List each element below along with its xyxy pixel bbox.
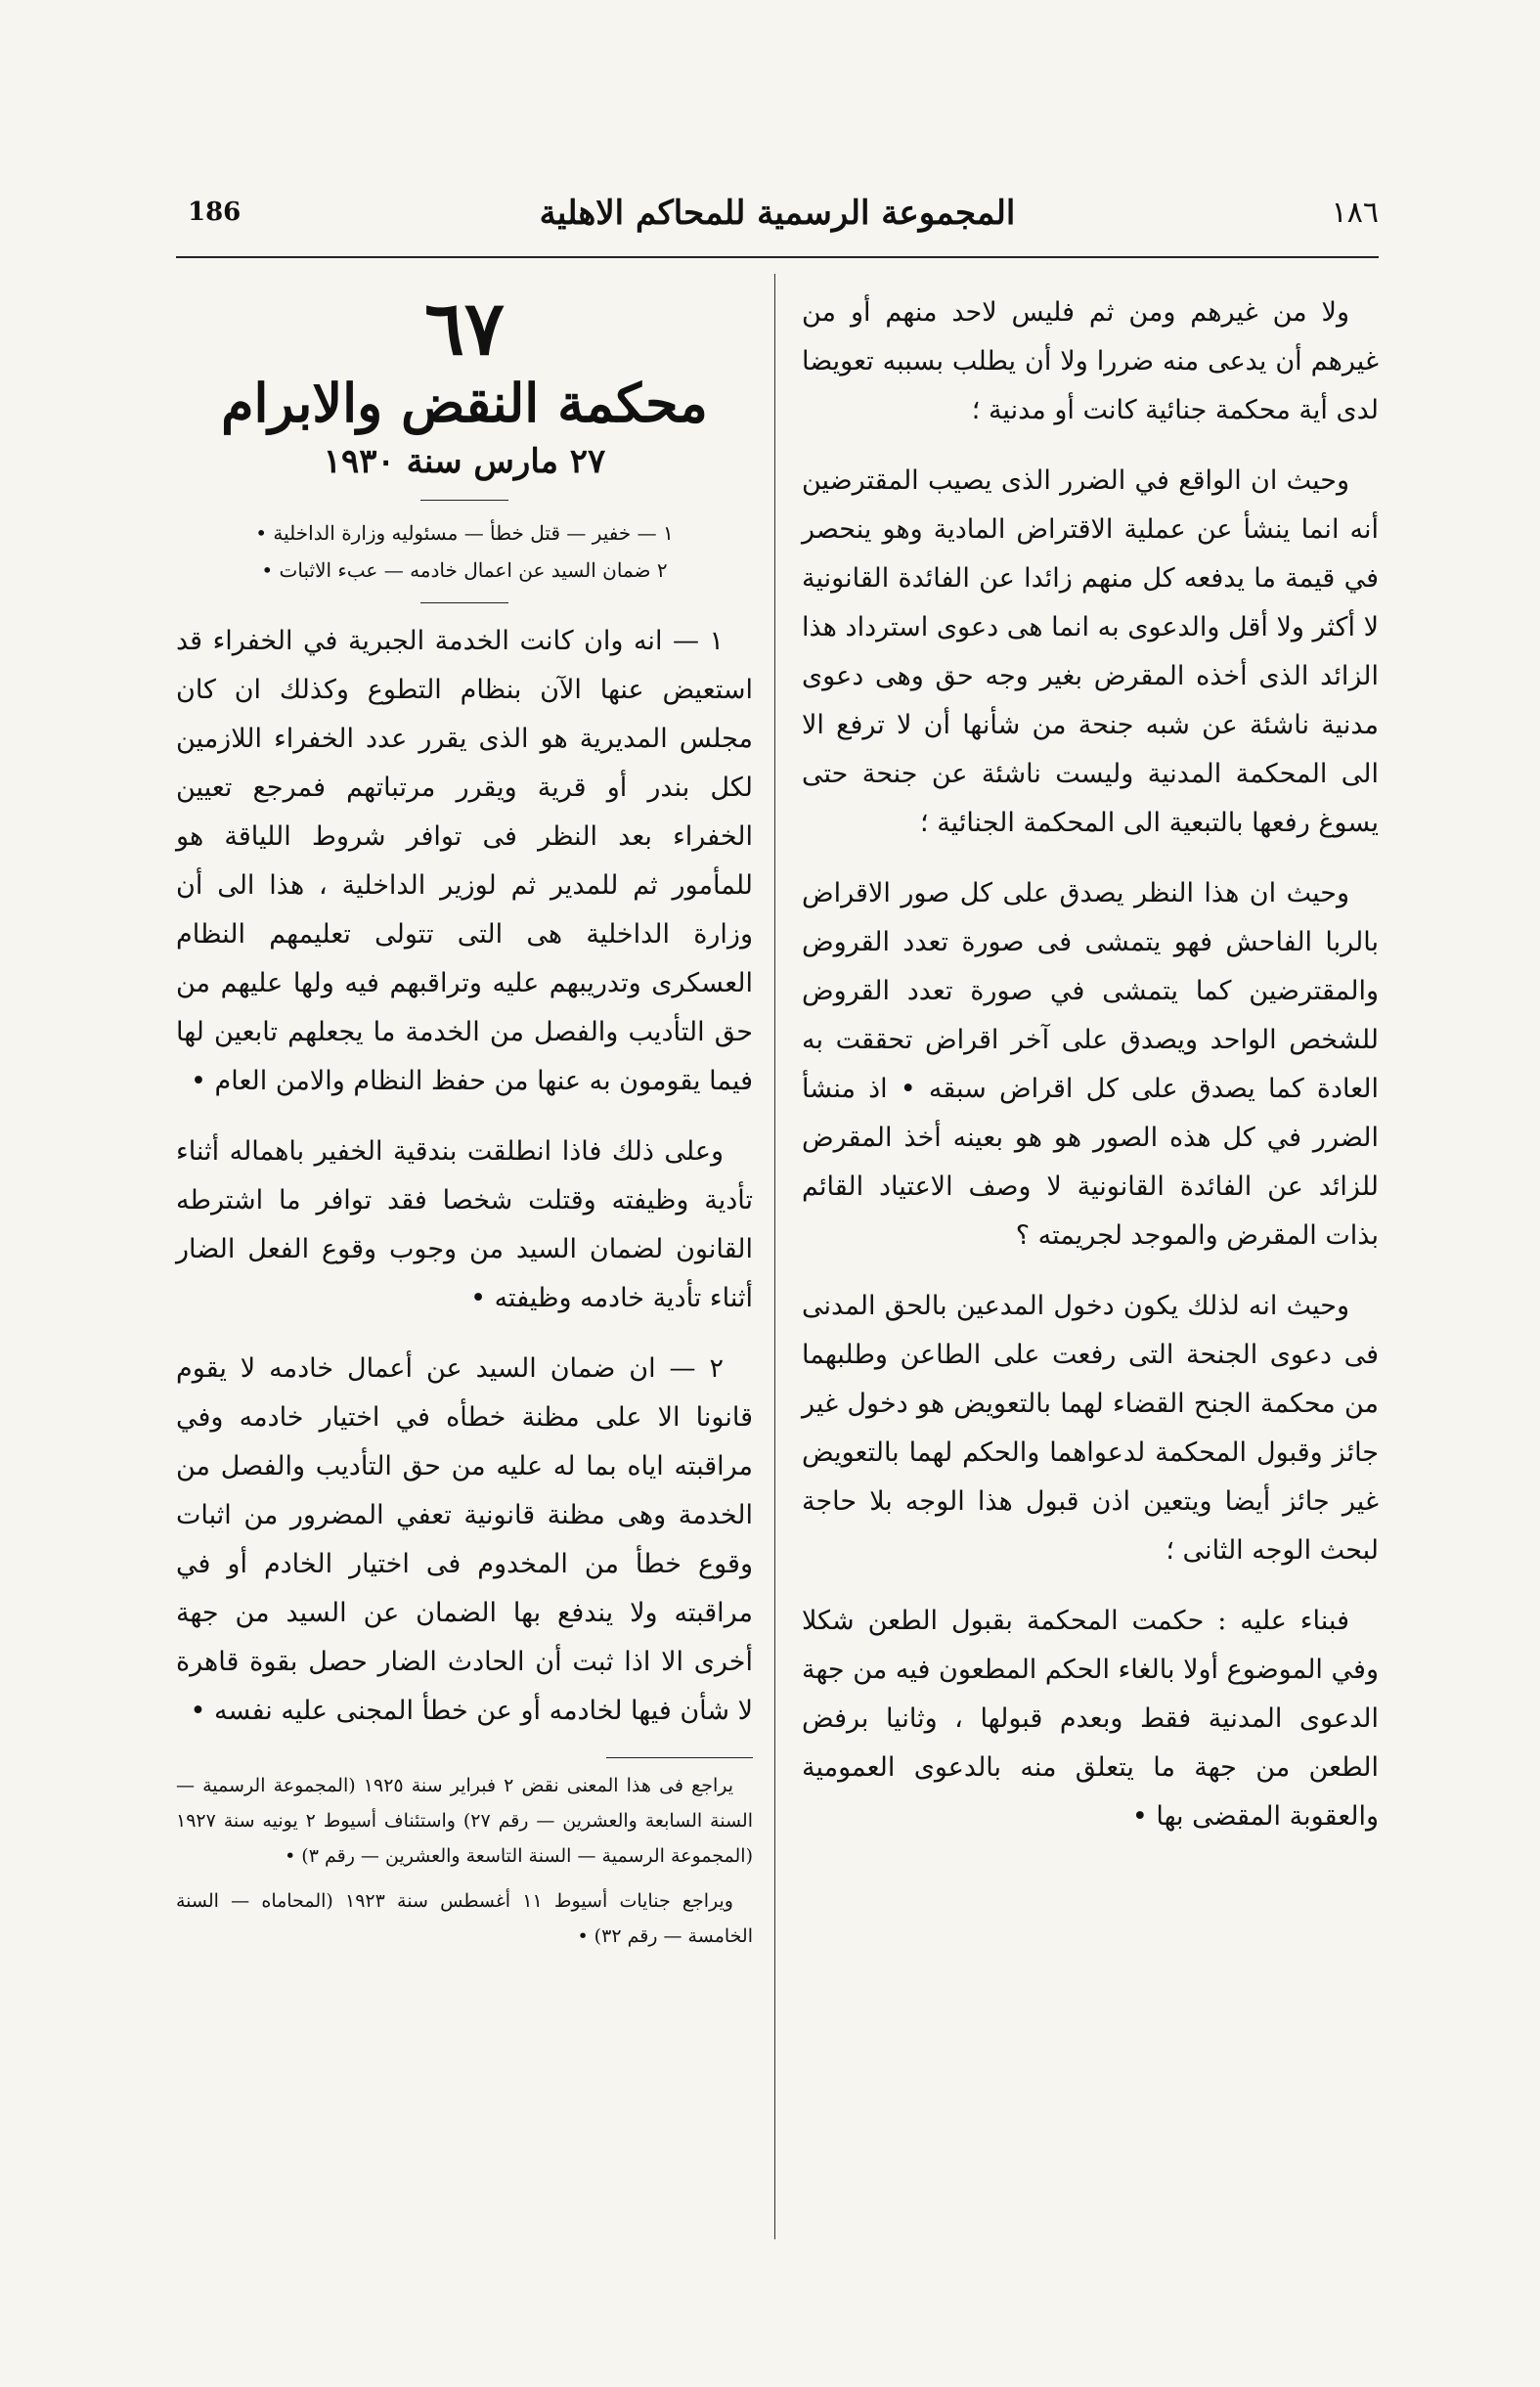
footnote: ويراجع جنايات أسيوط ١١ أغسطس سنة ١٩٢٣ (المحاماه — السنة الخامسة — رقم ٣٢) • [176, 1890, 753, 1947]
paragraph: ١ — انه وان كانت الخدمة الجبرية في الخفراء قد استعيض عنها الآن بنظام التطوع وكذلك ان كان مجلس المديرية هو الذى يقرر عدد الخفراء اللازمين لكل بندر أو قرية ويقرر مرتباتهم فمرجع تعيين الخفراء بعد النظر فى توافر شروط اللياقة هو للمأمور ثم للمدير ثم لوزير الداخلية ، هذا الى أن وزارة الداخلية هى التى تتولى تعليمهم النظام العسكرى وتدريبهم عليه وتراقبهم فيه ولها عليهم من حق التأديب والفصل من الخدمة ما يجعلهم تابعين لها فيما يقومون به عنها من حفظ النظام والامن العام • [176, 626, 753, 1096]
paragraph: ولا من غيرهم ومن ثم فليس لاحد منهم أو من غيرهم أن يدعى منه ضررا ولا أن يطلب بسببه تعويضا لدى أية محكمة جنائية كانت أو مدنية ؛ [802, 297, 1379, 425]
footnote: يراجع فى هذا المعنى نقض ٢ فبراير سنة ١٩٢٥ (المجموعة الرسمية — السنة السابعة والعشرين — رقم ٢٧) واستئناف أسيوط ٢ يونيه سنة ١٩٢٧ (المجموعة الرسمية — السنة التاسعة والعشرين — رقم ٣) • [176, 1775, 753, 1867]
left-column [176, 285, 753, 1964]
section-rule [420, 602, 508, 603]
court-name: محكمة النقض والابرام [221, 372, 708, 434]
footnotes [176, 1768, 753, 1954]
page-number-arabic: ١٨٦ [1331, 196, 1379, 230]
page-header [176, 186, 1379, 254]
paragraph: وعلى ذلك فاذا انطلقت بندقية الخفير باهماله أثناء تأدية وظيفته وقتلت شخصا فقد توافر ما اشترطه القانون لضمان السيد من وجوب وقوع الفعل الضار أثناء تأدية خادمه وظيفته • [176, 1136, 753, 1313]
header-rule [176, 256, 1379, 258]
keyword-line: ٢ ضمان السيد عن اعمال خادمه — عبء الاثبات • [261, 558, 668, 582]
page-number-latin: 186 [188, 198, 242, 227]
section-rule [420, 500, 508, 501]
footnote-rule [606, 1757, 753, 1758]
column-divider [774, 274, 775, 2239]
right-column [802, 288, 1379, 1863]
paragraph: وحيث ان هذا النظر يصدق على كل صور الاقراض بالربا الفاحش فهو يتمشى فى صورة تعدد القروض والمقترضين كما يتمشى في صورة تعدد القروض للشخص الواحد ويصدق على آخر اقراض تحققت به العادة كما يصدق على كل اقراض سبقه • اذ منشأ الضرر في كل هذه الصور هو هو بعينه أخذ المقرض للزائد عن الفائدة القانونية لا وصف الاعتياد القائم بذات المقرض والموجد لجريمته ؟ [802, 878, 1379, 1251]
paragraph: وحيث ان الواقع في الضرر الذى يصيب المقترضين أنه انما ينشأ عن عملية الاقتراض المادية وهو ينحصر في قيمة ما يدفعه كل منهم زائدا عن الفائدة القانونية لا أكثر ولا أقل والدعوى به انما هى دعوى استرداد هذا الزائد الذى أخذه المقرض بغير وجه حق وهى دعوى مدنية ناشئة عن شبه جنحة من شأنها أن لا ترفع الا الى المحكمة المدنية وليست ناشئة عن جنحة حتى يسوغ رفعها بالتبعية الى المحكمة الجنائية ؛ [802, 465, 1379, 838]
keywords-block [176, 514, 753, 589]
keyword-line: ١ — خفير — قتل خطأ — مسئوليه وزارة الداخلية • [255, 521, 674, 545]
publication-title: المجموعة الرسمية للمحاكم الاهلية [539, 194, 1016, 233]
paragraph: فبناء عليه : حكمت المحكمة بقبول الطعن شكلا وفي الموضوع أولا بالغاء الحكم المطعون فيه من جهة الدعوى المدنية فقط وبعدم قبولها ، وثانيا برفض الطعن من جهة ما يتعلق منه بالدعوى العمومية والعقوبة المقضى بها • [802, 1606, 1379, 1832]
paragraph: ٢ — ان ضمان السيد عن أعمال خادمه لا يقوم قانونا الا على مظنة خطأه في اختيار خادمه وفي مراقبته اياه بما له عليه من حق التأديب والفصل من الخدمة وهى مظنة قانونية تعفي المضرور من اثبات وقوع خطأ من المخدوم فى اختيار الخادم أو في مراقبته ولا يندفع بها الضمان عن السيد من جهة أخرى الا اذا ثبت أن الحادث الضار حصل بقوة قاهرة لا شأن فيها لخادمه أو عن خطأ المجنى عليه نفسه • [176, 1353, 753, 1726]
case-number: ٦٧ [424, 285, 505, 372]
document-page [176, 186, 1379, 2239]
case-date: ٢٧ مارس سنة ١٩٣٠ [323, 442, 606, 481]
paragraph: وحيث انه لذلك يكون دخول المدعين بالحق المدنى فى دعوى الجنحة التى رفعت على الطاعن وطلبهما من محكمة الجنح القضاء لهما بالتعويض هو دخول غير جائز وقبول المحكمة لدعواهما والحكم لهما بالتعويض غير جائز أيضا ويتعين اذن قبول هذا الوجه بلا حاجة لبحث الوجه الثانى ؛ [802, 1291, 1379, 1566]
